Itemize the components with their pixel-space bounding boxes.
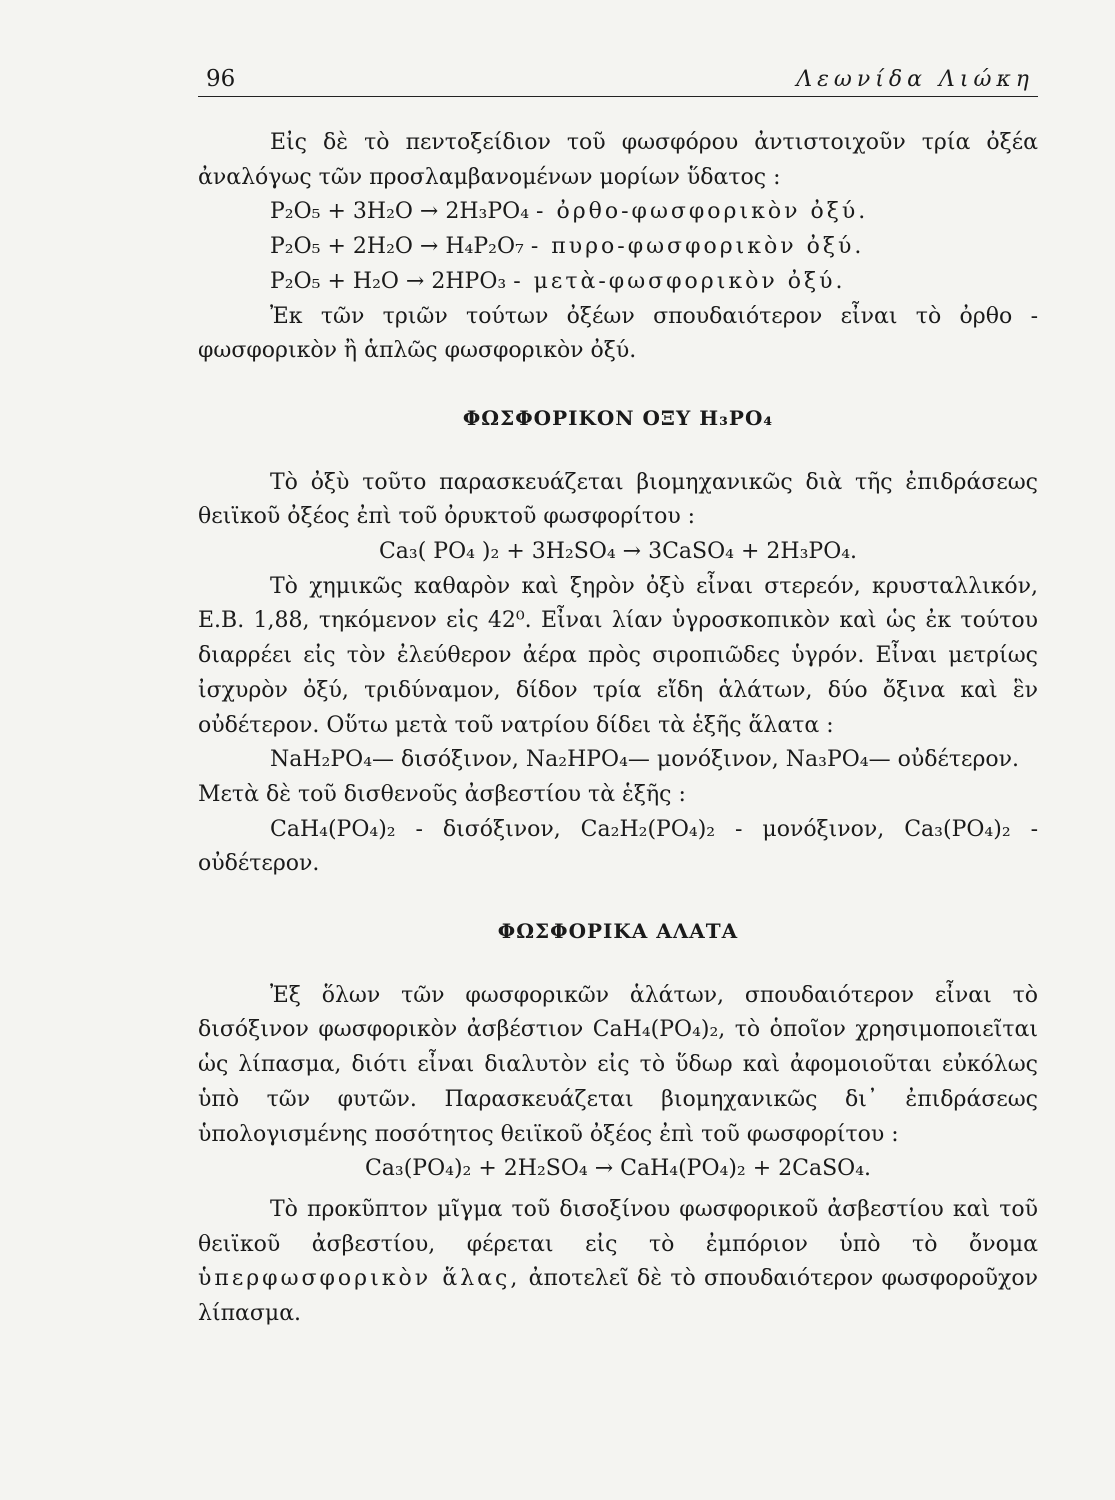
- page-header: [198, 60, 1038, 97]
- acid-name: - μετὰ-φωσφορικὸν ὀξύ.: [513, 268, 846, 294]
- final-text-a: Τὸ προκῦπτον μῖγμα τοῦ δισοξίνου φωσφορικοῦ ἀσβεστίου καὶ τοῦ θειϊκοῦ ἀσβεστίου, φέρεται εἰς τὸ ἐμπόριον ὑπὸ τὸ ὄνομα: [198, 1196, 1038, 1257]
- properties-paragraph: Τὸ χημικῶς καθαρὸν καὶ ξηρὸν ὀξὺ εἶναι στερεόν, κρυσταλλικόν, Ε.Β. 1,88, τηκόμενον εἰς 42⁰. Εἶναι λίαν ὑγροσκοπικὸν καὶ ὡς ἐκ τούτου διαρρέει εἰς τὸν ἐλεύθερον ἀέρα πρὸς σιροπιῶδες ὑγρόν. Εἶναι μετρίως ἰσχυρὸν ὀξύ, τριδύναμον, δίδον τρία εἴδη ἁλάτων, δύο ὄξινα καὶ ἓν οὐδέτερον. Οὕτω μετὰ τοῦ νατρίου δίδει τὰ ἑξῆς ἅλατα :: [198, 573, 1038, 738]
- calcium-salts-line: CaH₄(PO₄)₂ - δισόξινον, Ca₂H₂(PO₄)₂ - μονόξινον, Ca₃(PO₄)₂ - οὐδέτερον.: [198, 816, 1038, 877]
- reaction-list: [198, 195, 1038, 299]
- reaction-line: [198, 230, 1038, 265]
- reaction-equation: P₂O₅ + 2H₂O → H₄P₂O₇: [270, 234, 524, 260]
- reaction-equation: P₂O₅ + H₂O → 2HPO₃: [270, 268, 507, 294]
- page-number: 96: [206, 66, 236, 92]
- acid-name: - ὀρθο-φωσφορικὸν ὀξύ.: [536, 199, 869, 225]
- reaction-line: [198, 195, 1038, 230]
- running-head: Λεωνίδα Λιώκη: [796, 67, 1034, 92]
- reaction-equation: P₂O₅ + 3H₂O → 2H₃PO₄: [270, 199, 530, 225]
- sodium-salts-line: NaH₂PO₄— δισόξινον, Na₂HPO₄— μονόξινον, Na₃PO₄— οὐδέτερον.: [270, 747, 1019, 773]
- reaction-line: [198, 265, 1038, 300]
- summary-paragraph: Ἐκ τῶν τριῶν τούτων ὀξέων σπουδαιότερον εἶναι τὸ ὀρθο - φωσφορικὸν ἢ ἁπλῶς φωσφορικὸν ὀξύ.: [198, 303, 1038, 364]
- salts-equation: Ca₃(PO₄)₂ + 2H₂SO₄ → CaH₄(PO₄)₂ + 2CaSO₄.: [364, 1156, 872, 1182]
- final-paragraph: [198, 1193, 1038, 1332]
- acid-name: - πυρο-φωσφορικὸν ὀξύ.: [530, 234, 865, 260]
- intro-paragraph: Εἰς δὲ τὸ πεντοξείδιον τοῦ φωσφόρου ἀντιστοιχοῦν τρία ὀξέα ἀναλόγως τῶν προσλαμβανομένων μορίων ὕδατος :: [198, 130, 1038, 190]
- superphosphate-term: ὑπερφωσφορικὸν ἅλας,: [198, 1266, 521, 1292]
- preparation-paragraph: Τὸ ὀξὺ τοῦτο παρασκευάζεται βιομηχανικῶς διὰ τῆς ἐπιδράσεως θειϊκοῦ ὀξέος ἐπὶ τοῦ ὀρυκτοῦ φωσφορίτου :: [198, 469, 1038, 530]
- salts-paragraph: Ἐξ ὅλων τῶν φωσφορικῶν ἁλάτων, σπουδαιότερον εἶναι τὸ δισόξινον φωσφορικὸν ἀσβέστιον CaH₄(PO₄)₂, τὸ ὁποῖον χρησιμοποιεῖται ὡς λίπασμα, διότι εἶναι διαλυτὸν εἰς τὸ ὕδωρ καὶ ἀφομοιοῦται εὐκόλως ὑπὸ τῶν φυτῶν. Παρασκευάζεται βιομηχανικῶς δι᾽ ἐπιδράσεως ὑπολογισμένης ποσότητος θειϊκοῦ ὀξέος ἐπὶ τοῦ φωσφορίτου :: [198, 982, 1038, 1147]
- calcium-intro: Μετὰ δὲ τοῦ δισθενοῦς ἀσβεστίου τὰ ἑξῆς :: [198, 781, 686, 807]
- page-body: [198, 126, 1038, 1332]
- section-heading-phosphoric-acid: ΦΩΣΦΟΡΙΚΟΝ ΟΞΥ H₃PO₄: [462, 405, 774, 430]
- final-text-b: ἀποτελεῖ δὲ τὸ σπουδαιότερον φωσφοροῦχον λίπασμα.: [198, 1266, 1038, 1327]
- preparation-equation: Ca₃( PO₄ )₂ + 3H₂SO₄ → 3CaSO₄ + 2H₃PO₄.: [378, 539, 858, 565]
- section-heading-phosphate-salts: ΦΩΣΦΟΡΙΚΑ ΑΛΑΤΑ: [497, 919, 739, 944]
